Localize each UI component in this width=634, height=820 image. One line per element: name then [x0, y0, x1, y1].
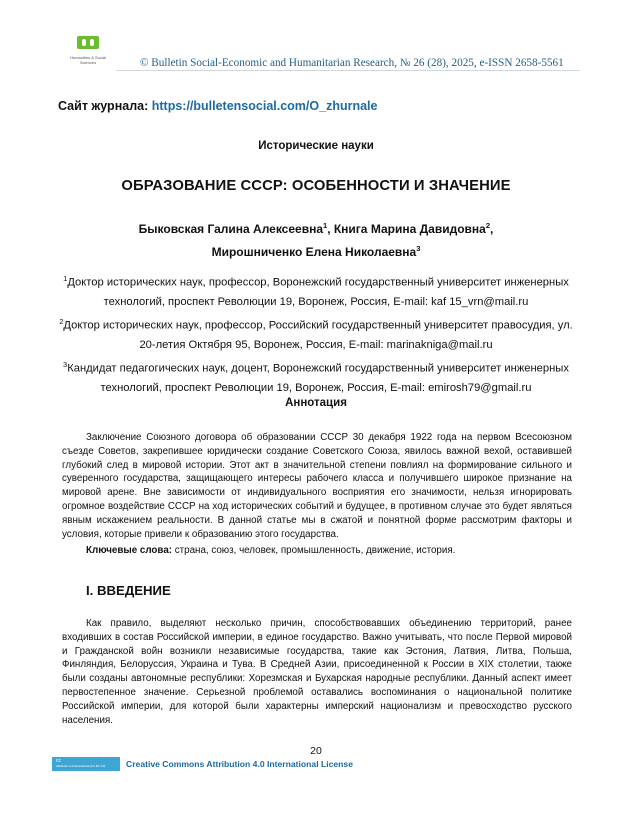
journal-logo — [62, 36, 114, 66]
people-logo-icon — [77, 36, 99, 49]
keywords-label: Ключевые слова: — [86, 545, 173, 556]
affiliation-item — [50, 355, 582, 398]
author-separator: , — [327, 222, 334, 236]
affiliation-sup: 1 — [63, 274, 68, 283]
author-separator: , — [490, 222, 494, 236]
author-name: Мирошниченко Елена Николаевна — [211, 245, 417, 259]
affiliations — [50, 269, 582, 398]
header-divider — [116, 70, 580, 71]
site-link[interactable]: https://bulletensocial.com/O_zhurnale — [151, 99, 378, 113]
author-name: Быковская Галина Алексеевна — [138, 222, 324, 236]
article-title: ОБРАЗОВАНИЕ СССР: ОСОБЕННОСТИ И ЗНАЧЕНИЕ — [121, 178, 511, 194]
cc-icon: cc — [56, 758, 61, 764]
journal-site — [58, 99, 377, 113]
cc-badge-text: Attribution 4.0 International (CC BY 4.0) — [56, 764, 106, 768]
journal-header — [62, 36, 582, 70]
intro-text: Как правило, выделяют несколько причин, способствовавших объединению территорий, ранее входивших в состав Российской империи, в единое государство. Важно учитывать, что после Первой мировой и Гражданской войн возникли независимые государства, такие как Эстония, Латвия, Литва, Польша, Финляндия, Белоруссия, Украина и Тува. В Средней Азии, присоединенной к России в XIX столетии, также были созданы автономные республики: Хорезмская и Бухарская народные республики. Данный аспект имеет первостепенное значение. Серьезной проблемой оставались воспоминания о национальной политике Российской империи, для которой были характерны имперский национализм и превосходство русского населения. — [62, 618, 572, 726]
author-name: Книга Марина Давидовна — [333, 222, 486, 236]
section-name: Исторические науки — [258, 140, 374, 152]
journal-citation: © Bulletin Social-Economic and Humanitarian Research, № 26 (28), 2025, e-ISSN 2658-5561 — [140, 57, 564, 69]
affiliation-item — [50, 269, 582, 312]
affiliation-text: Доктор исторических наук, профессор, Российский государственный университет правосудия, ул. 20-летия Октября 95, Воронеж, Россия, E-mail: marinakniga@mail.ru — [63, 319, 573, 352]
affiliation-sup: 3 — [63, 360, 68, 370]
abstract-text: Заключение Союзного договора об образовании СССР 30 декабря 1922 года на первом Всесоюзном съезде Советов, закрепившее юридически создание Советского Союза, явилось важной вехой, оставившей глубокий след в мировой истории. Этот акт в значительной степени повлиял на формирование сильного и суверенного государства, защищающего интересы рабочего класса и получившего широкое признание на мировой арене. Вне зависимости от индивидуального восприятия его значимости, нельзя игнорировать огромное воздействие СССР на ход исторических событий и будущее, в противном случае это будет являться явным искажением реальности. В данной статье мы в сжатой и понятной форме рассмотрим факторы и условия, которые привели к образованию этого государства. — [62, 432, 572, 540]
abstract-heading: Аннотация — [285, 397, 347, 409]
author-sup: 2 — [485, 221, 490, 230]
affiliation-sup: 2 — [59, 317, 64, 327]
site-label: Сайт журнала: — [58, 99, 152, 113]
affiliation-text: Доктор исторических наук, профессор, Воронежский государственный университет инженерных технологий, проспект Революции 19, Воронеж, Россия, E-mail: kaf 15_vrn@mail.ru — [67, 276, 569, 308]
keywords-text: страна, союз, человек, промышленность, движение, история. — [172, 545, 456, 556]
affiliation-text: Кандидат педагогических наук, доцент, Воронежский государственный университет инженерных технологий, проспект Революции 19, Воронеж, Россия, E-mail: emirosh79@gmail.ru — [67, 363, 569, 395]
logo-caption: Humanities & Social Sciences — [70, 55, 106, 65]
intro-heading: I. ВВЕДЕНИЕ — [86, 583, 171, 598]
keywords — [86, 545, 455, 556]
license-link[interactable]: Creative Commons Attribution 4.0 International License — [126, 759, 353, 769]
cc-license-badge[interactable] — [52, 757, 120, 771]
author-sup: 1 — [323, 221, 328, 230]
author-list — [50, 216, 582, 262]
page-number: 20 — [310, 745, 322, 757]
affiliation-item — [50, 312, 582, 355]
author-sup: 3 — [416, 244, 421, 253]
